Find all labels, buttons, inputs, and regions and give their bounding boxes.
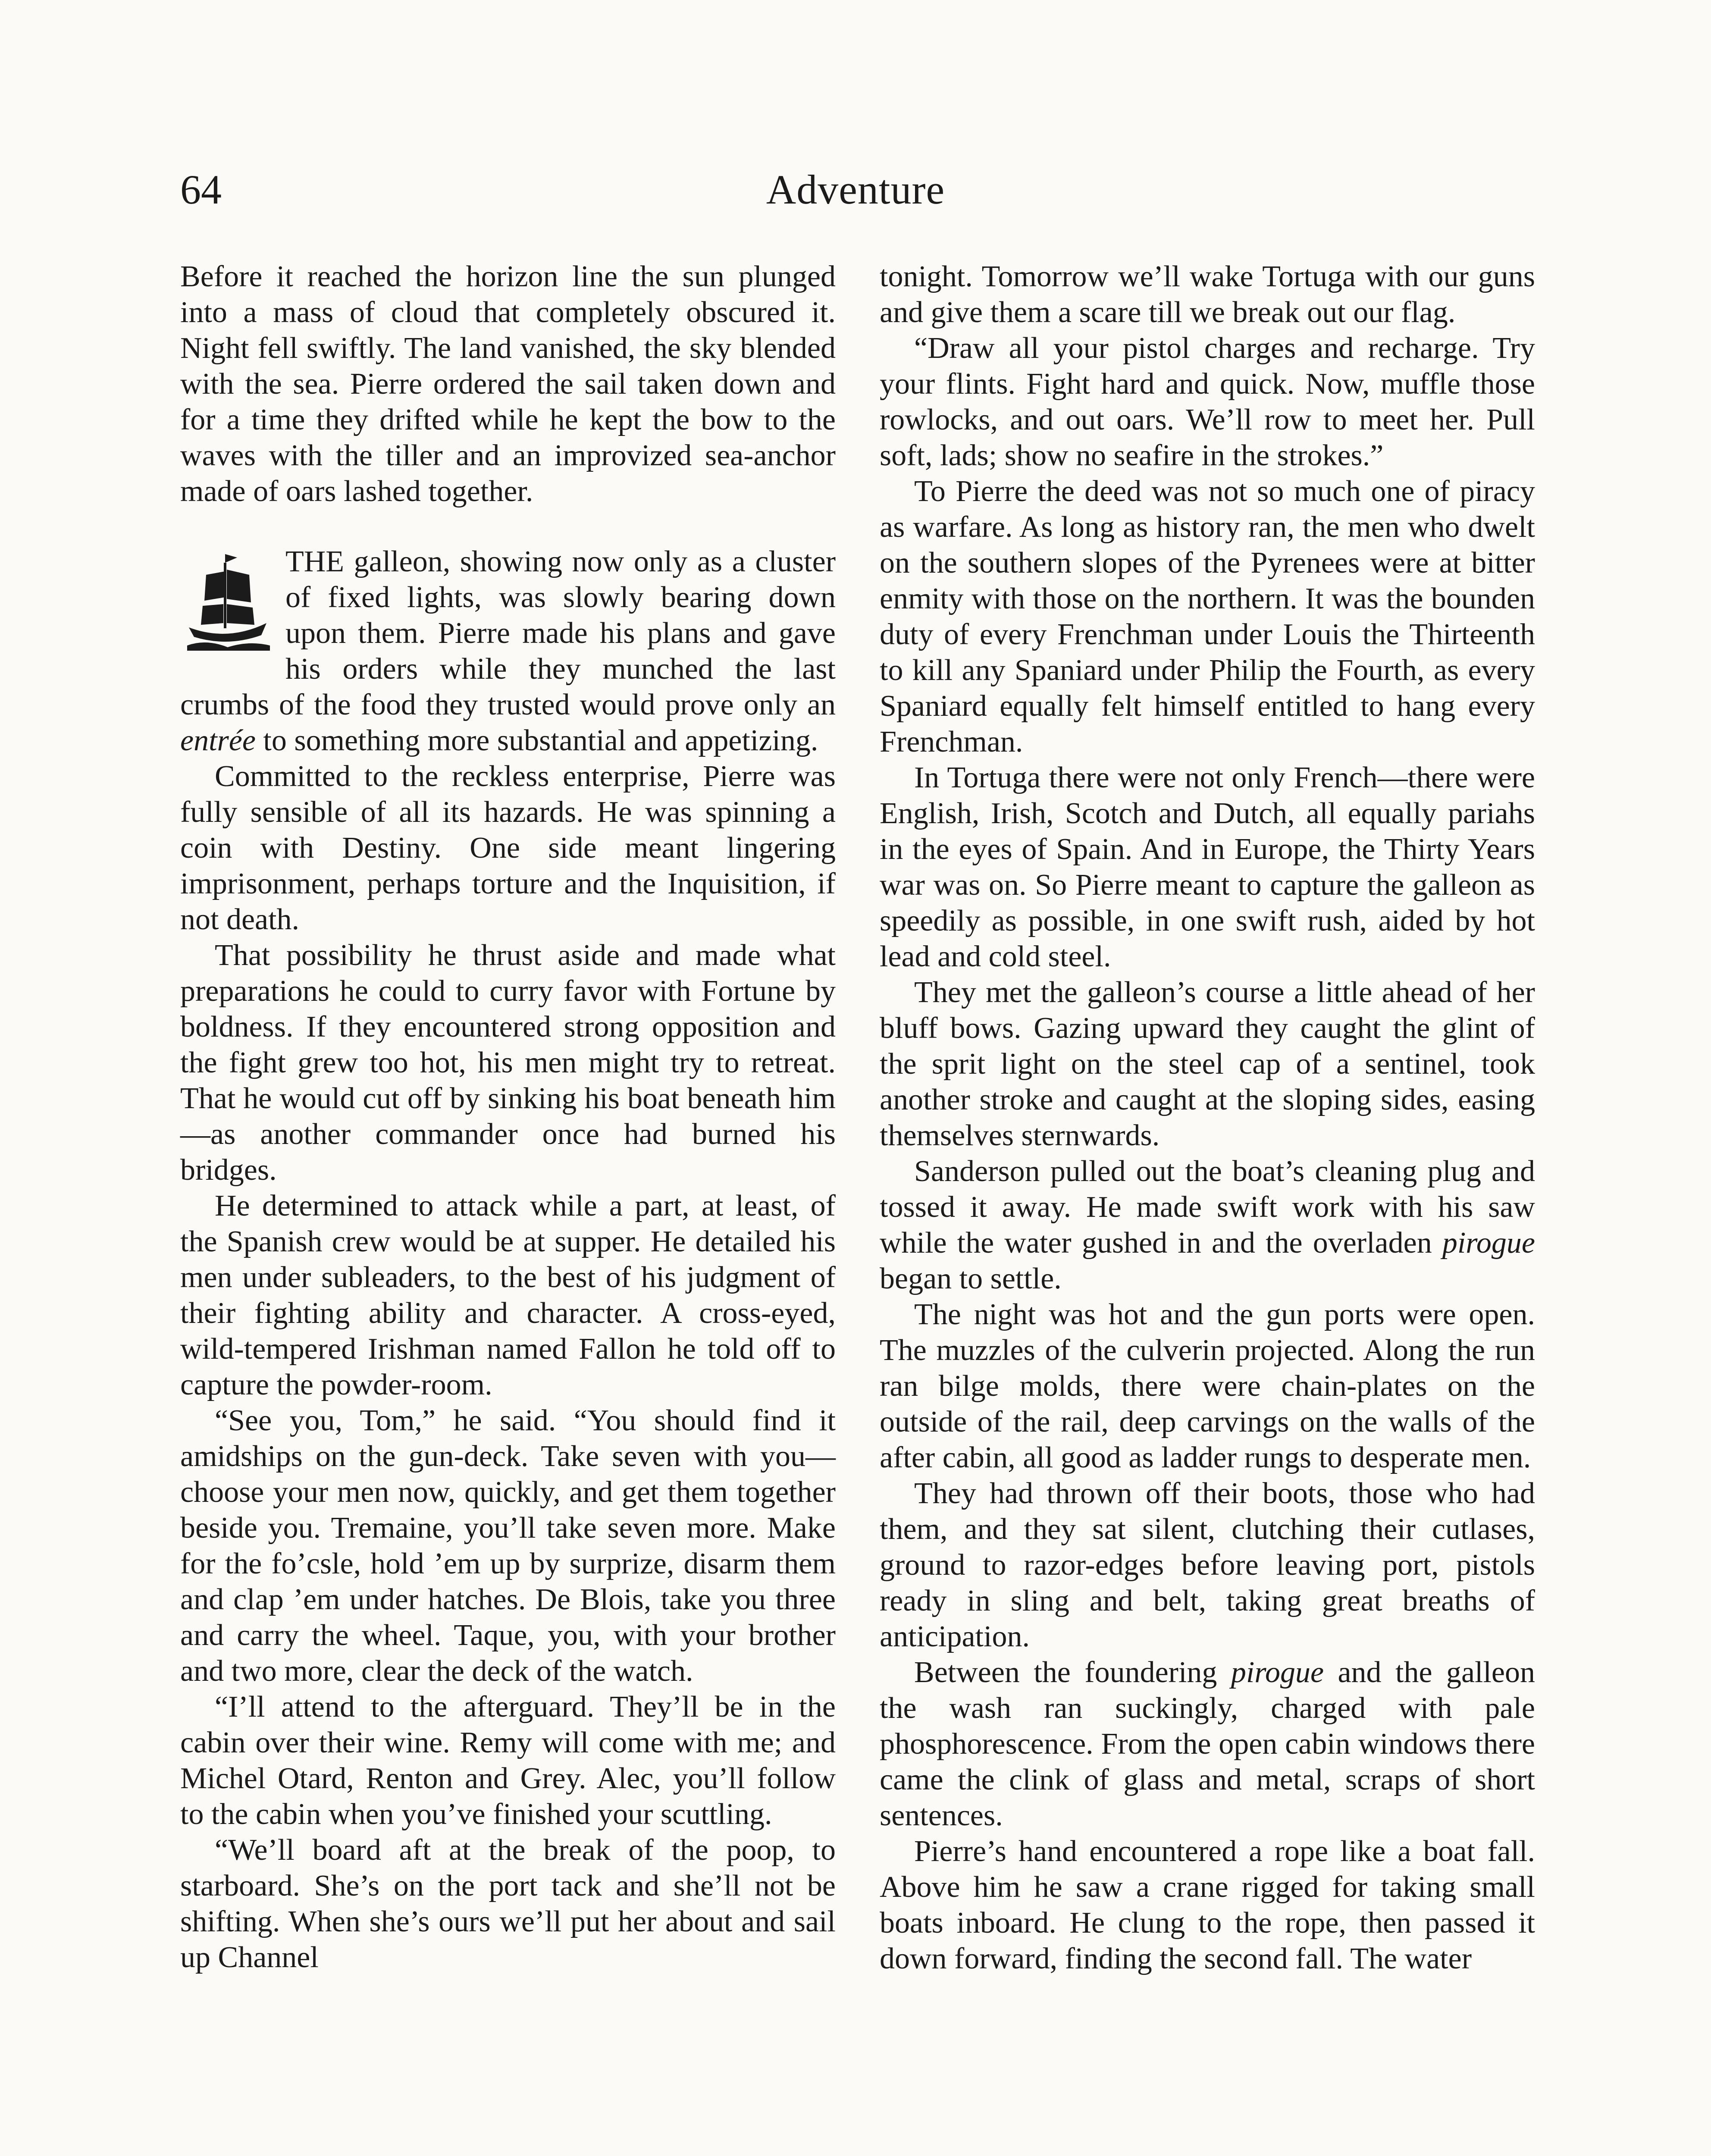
paragraph: Pierre’s hand encountered a rope like a boat fall. Above him he saw a crane rigged for taking small boats inboard. He clung to the rope, then passed it down forward, finding the second fall. The water <box>880 1835 1535 1975</box>
page-number: 64 <box>180 166 222 213</box>
paragraph: tonight. Tomorrow we’ll wake Tortuga with our guns and give them a scare till we break out our flag. <box>880 260 1535 329</box>
paragraph: To Pierre the deed was not so much one of piracy as warfare. As long as history ran, the men who dwelt on the southern slopes of the Pyrenees were at bitter enmity with those on the northern. It was the bounden duty of every Frenchman under Louis the Thirteenth to kill any Spaniard under Philip the Fourth, as every Spaniard equally felt himself entitled to hang every Frenchman. <box>880 475 1535 758</box>
paragraph: They had thrown off their boots, those who had them, and they sat silent, clutching their cutlases, ground to razor-edges before leaving port, pistols ready in sling and belt, taking great breaths of anticipation. <box>880 1477 1535 1653</box>
paragraph-between: Between the foundering pirogue and the galleon the wash ran suckingly, charged with pale phosphorescence. From the open cabin windows there came the clink of glass and metal, scraps of short sentences. <box>880 1656 1535 1832</box>
paragraph: That possibility he thrust aside and made what preparations he could to curry favor with Fortune by boldness. If they encountered strong opposition and the fight grew too hot, his men might try to retreat. That he would cut off by sinking his boat beneath him—as another commander once had burned his bridges. <box>180 939 836 1187</box>
galleon-ship-icon <box>180 545 275 653</box>
paragraph: “Draw all your pistol charges and recharge. Try your flints. Fight hard and quick. Now, muffle those rowlocks, and out oars. We’ll row to meet her. Pull soft, lads; show no seafire in the strokes.” <box>880 332 1535 472</box>
paragraph: “I’ll attend to the afterguard. They’ll be in the cabin over their wine. Remy will come with me; and Michel Otard, Renton and Grey. Alec, you’ll follow to the cabin when you’ve finished your scuttling. <box>180 1690 836 1831</box>
running-title: Adventure <box>766 166 945 213</box>
paragraph: They met the galleon’s course a little ahead of her bluff bows. Gazing upward they caught the glint of the sprit light on the steel cap of a sentinel, took another stroke and caught at the sloping sides, easing themselves sternwards. <box>880 976 1535 1152</box>
paragraph: The night was hot and the gun ports were open. The muzzles of the culverin projected. Along the run ran bilge molds, there were chain-plates on the outside of the rail, deep carvings on the walls of the after cabin, all good as ladder rungs to desperate men. <box>880 1298 1535 1474</box>
paragraph-sanderson: Sanderson pulled out the boat’s cleaning plug and tossed it away. He made swift work with his saw while the water gushed in and the overladen pirogue began to settle. <box>880 1155 1535 1295</box>
paragraph: He determined to attack while a part, at least, of the Spanish crew would be at supper. He detailed his men under subleaders, to the best of his judgment of their fighting ability and character. A cross-eyed, wild-tempered Irishman named Fallon he told off to capture the powder-room. <box>180 1189 836 1401</box>
paragraph: “See you, Tom,” he said. “You should find it amidships on the gun-deck. Take seven with you—choose your men now, quickly, and get them together beside you. Tremaine, you’ll take seven more. Make for the fo’csle, hold ’em up by surprize, disarm them and clap ’em under hatches. De Blois, take you three and carry the wheel. Taque, you, with your brother and two more, clear the deck of the watch. <box>180 1404 836 1688</box>
paragraph-galleon: THE galleon, showing now only as a cluster of fixed lights, was slowly bearing down upon them. Pierre made his plans and gave his orders while they munched the last crumbs of the food they trusted would prove only an entrée to something more substantial and appetizing. <box>180 545 836 757</box>
paragraph: “We’ll board aft at the break of the poop, to starboard. She’s on the port tack and she’ll not be shifting. When she’s ours we’ll put her about and sail up Channel <box>180 1833 836 1974</box>
left-column <box>180 259 836 1975</box>
page-header <box>0 164 1711 224</box>
right-column <box>880 259 1535 1977</box>
paragraph: Before it reached the horizon line the sun plunged into a mass of cloud that completely obscured it. Night fell swiftly. The land vanished, the sky blended with the sea. Pierre ordered the sail taken down and for a time they drifted while he kept the bow to the waves with the tiller and an improvized sea-anchor made of oars lashed together. <box>180 260 836 508</box>
paragraph: Committed to the reckless enterprise, Pierre was fully sensible of all its hazards. He was spinning a coin with Destiny. One side meant lingering imprisonment, perhaps torture and the Inquisition, if not death. <box>180 760 836 936</box>
paragraph: In Tortuga there were not only French—there were English, Irish, Scotch and Dutch, all equally pariahs in the eyes of Spain. And in Europe, the Thirty Years war was on. So Pierre meant to capture the galleon as speedily as possible, in one swift rush, aided by hot lead and cold steel. <box>880 761 1535 973</box>
